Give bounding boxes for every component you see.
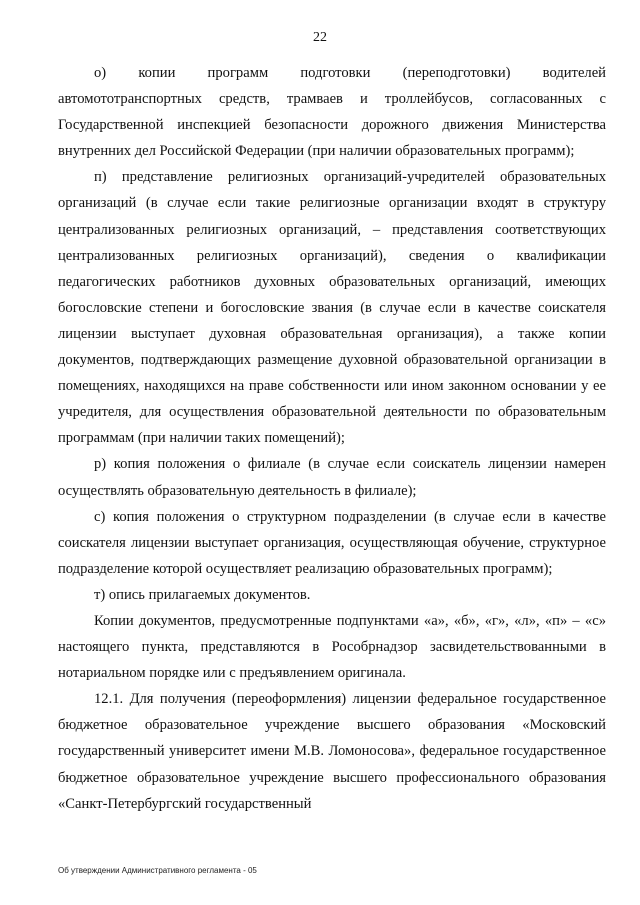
paragraph-p: п) представление религиозных организаций-учредителей образовательных организаций (в случае если такие религиозные организации входят в структуру централизованных религиозных организаций, – представления соответствующих централизованных религиозных организаций), сведения о квалификации педагогических работников духовных образовательных организаций, имеющих богословские степени и богословские звания (в случае если в качестве соискателя лицензии выступает духовная образовательная организация), а также копии документов, подтверждающих размещение духовной образовательной организации в помещениях, находящихся на праве собственности или ином законном основании у ее учредителя, для осуществления образовательной деятельности по образовательным программам (при наличии таких помещений); xyxy=(58,169,606,447)
page-number: 22 xyxy=(313,30,327,45)
paragraph-r: р) копия положения о филиале (в случае если соискатель лицензии намерен осуществлять образовательную деятельность в филиале); xyxy=(58,456,606,499)
paragraph-12-1: 12.1. Для получения (переоформления) лицензии федеральное государственное бюджетное образовательное учреждение высшего образования «Московский государственный университет имени М.В. Ломоносова», федеральное государственное бюджетное образовательное учреждение высшего профессионального образования «Санкт-Петербургский государственный xyxy=(58,691,606,812)
paragraph-copies: Копии документов, предусмотренные подпунктами «а», «б», «г», «л», «п» – «с» настоящего пункта, представляются в Рособрнадзор засвидетельствованными в нотариальном порядке или с предъявлением оригинала. xyxy=(58,612,606,682)
paragraph-t: т) опись прилагаемых документов. xyxy=(94,586,311,603)
document-body xyxy=(58,60,606,817)
paragraph-o: о) копии программ подготовки (переподготовки) водителей автомототранспортных средств, трамваев и троллейбусов, согласованных с Государственной инспекцией безопасности дорожного движения Министерства внутренних дел Российской Федерации (при наличии образовательных программ); xyxy=(58,65,606,160)
footer-note: Об утверждении Административного регламента - 05 xyxy=(58,866,257,875)
paragraph-s: с) копия положения о структурном подразделении (в случае если в качестве соискателя лицензии выступает организация, осуществляющая обучение, структурное подразделение которой осуществляет реализацию образовательных программ); xyxy=(58,508,606,577)
